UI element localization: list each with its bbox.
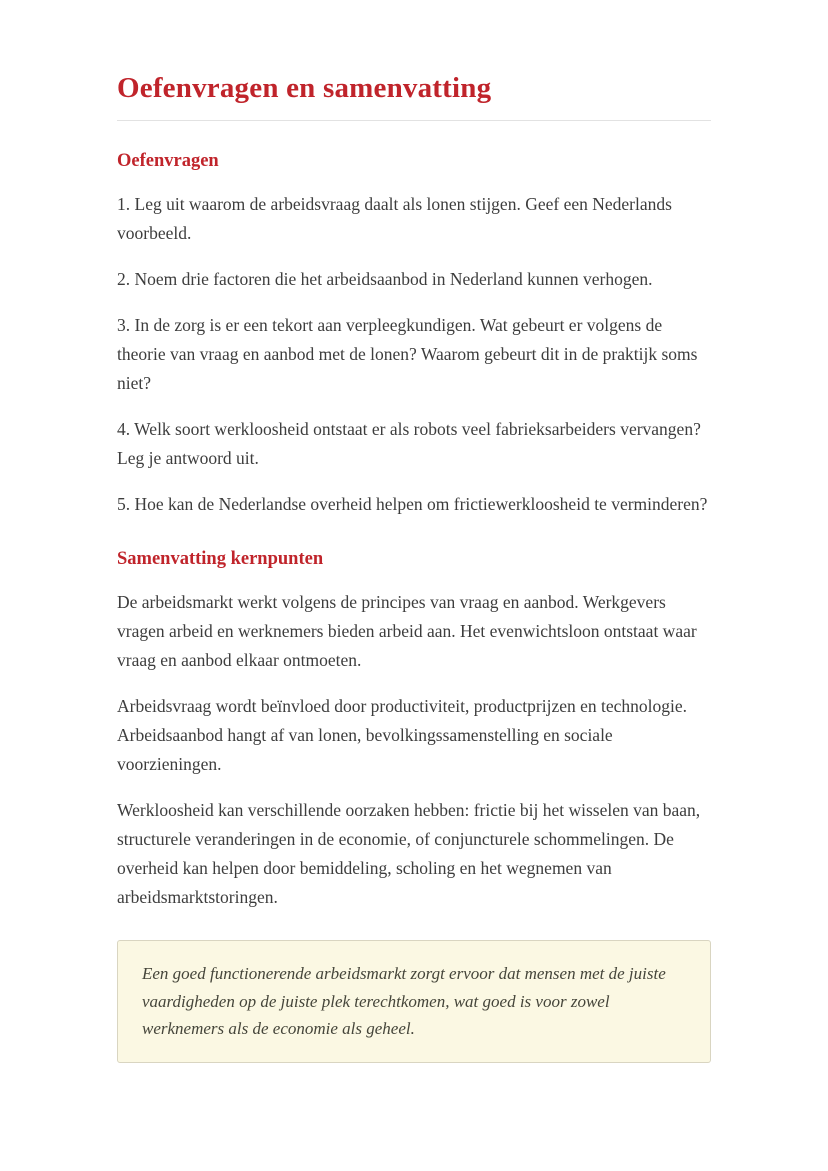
summary-paragraph-1: De arbeidsmarkt werkt volgens de principes van vraag en aanbod. Werkgevers vragen arbeid en werknemers bieden arbeid aan. Het evenwichtsloon ontstaat waar vraag en aanbod elkaar ontmoeten. [117, 592, 697, 670]
question-item-1: 1. Leg uit waarom de arbeidsvraag daalt als lonen stijgen. Geef een Nederlands voorbeeld. [117, 194, 672, 243]
question-item-4: 4. Welk soort werkloosheid ontstaat er als robots veel fabrieksarbeiders vervangen? Leg je antwoord uit. [117, 419, 701, 468]
summary-paragraph-2: Arbeidsvraag wordt beïnvloed door productiviteit, productprijzen en technologie. Arbeidsaanbod hangt af van lonen, bevolkingssamenstelling en sociale voorzieningen. [117, 696, 688, 774]
page-title: Oefenvragen en samenvatting [117, 72, 492, 104]
section-heading-oefenvragen: Oefenvragen [117, 151, 219, 171]
callout-box [117, 940, 711, 1063]
summary-paragraph-3: Werkloosheid kan verschillende oorzaken hebben: frictie bij het wisselen van baan, structurele veranderingen in de economie, of conjuncturele schommelingen. De overheid kan helpen door bemiddeling, scholing en het wegnemen van arbeidsmarktstoringen. [117, 800, 701, 907]
question-item-5: 5. Hoe kan de Nederlandse overheid helpen om frictiewerkloosheid te verminderen? [117, 494, 708, 514]
title-divider [117, 120, 711, 121]
document-page [117, 0, 711, 1063]
question-item-2: 2. Noem drie factoren die het arbeidsaanbod in Nederland kunnen verhogen. [117, 269, 653, 289]
question-item-3: 3. In de zorg is er een tekort aan verpleegkundigen. Wat gebeurt er volgens de theorie van vraag en aanbod met de lonen? Waarom gebeurt dit in de praktijk soms niet? [117, 315, 698, 393]
callout-text: Een goed functionerende arbeidsmarkt zorgt ervoor dat mensen met de juiste vaardigheden op de juiste plek terechtkomen, wat goed is voor zowel werknemers als de economie als geheel. [142, 964, 666, 1038]
section-heading-samenvatting: Samenvatting kernpunten [117, 549, 324, 569]
